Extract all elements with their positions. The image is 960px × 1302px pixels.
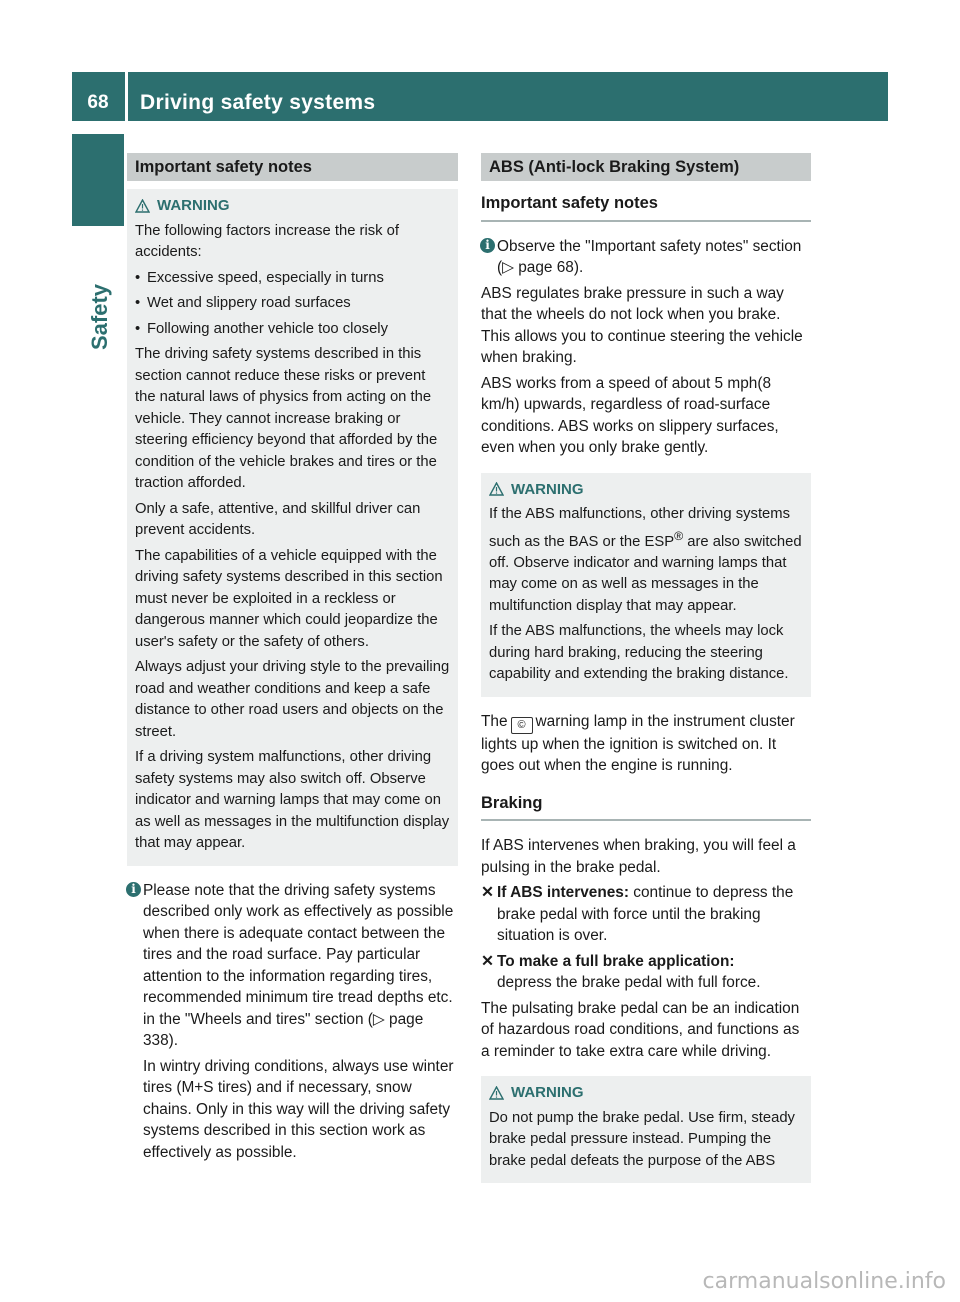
warning-title: WARNING bbox=[489, 1082, 803, 1104]
watermark: carmanualsonline.info bbox=[702, 1269, 946, 1294]
instruction-step: ✕ If ABS intervenes: continue to depress the brake pedal with force until the braking situation is over. bbox=[481, 884, 794, 945]
warning-title: WARNING bbox=[135, 195, 450, 217]
warning-title: WARNING bbox=[489, 479, 803, 501]
info-paragraph: Observe the "Important safety notes" section (▷ page 68). bbox=[497, 237, 802, 276]
warning-paragraph: If a driving system malfunctions, other driving safety systems may also switch off. Observe indicator and warning lamps that may come on as well as messages in the multifunction display that may appear. bbox=[135, 749, 450, 851]
right-column bbox=[481, 153, 811, 1197]
body-paragraph: ABS works from a speed of about 5 mph(8 km/h) upwards, regardless of road-surface conditions. ABS works on slippery surfaces, even when you only brake gently. bbox=[481, 374, 779, 456]
warning-box bbox=[481, 1076, 811, 1183]
instruction-step: ✕ To make a full brake application: depress the brake pedal with full force. bbox=[481, 952, 761, 992]
warning-box bbox=[481, 473, 811, 697]
warning-intro: The following factors increase the risk of accidents: bbox=[135, 222, 399, 260]
subheading: Important safety notes bbox=[481, 189, 811, 222]
warning-bullet: • Wet and slippery road surfaces bbox=[135, 293, 450, 315]
section-heading: Important safety notes bbox=[127, 153, 458, 181]
body-paragraph: The pulsating brake pedal can be an indication of hazardous road conditions, and functions as a reminder to take extra care while driving. bbox=[481, 999, 800, 1060]
body-paragraph: The © warning lamp in the instrument cluster lights up when the ignition is switched on. It goes out when the engine is running. bbox=[481, 712, 795, 775]
warning-paragraph: If the ABS malfunctions, the wheels may lock during hard braking, reducing the steering capability and extending the braking distance. bbox=[489, 623, 789, 683]
info-icon: i bbox=[480, 238, 495, 253]
warning-paragraph: Always adjust your driving style to the prevailing road and weather conditions and keep a safe distance to other road users and objects on the street. bbox=[135, 659, 450, 740]
warning-paragraph: If the ABS malfunctions, other driving systems such as the BAS or the ESP® are also switched off. Observe indicator and warning lamps that may come on as well as messages in the multifunction display that may appear. bbox=[489, 506, 802, 614]
info-note bbox=[127, 880, 458, 1164]
page-header bbox=[72, 72, 888, 121]
info-note bbox=[481, 236, 811, 279]
body-paragraph: If ABS intervenes when braking, you will feel a pulsing in the brake pedal. bbox=[481, 837, 796, 876]
subheading: Braking bbox=[481, 789, 811, 822]
warning-paragraph: The driving safety systems described in this section cannot reduce these risks or prevent the natural laws of physics from acting on the vehicle. They cannot increase braking or steering efficiency beyond that afforded by the condition of the vehicle brakes and tires or the traction afforded. bbox=[135, 346, 438, 491]
warning-bullet: • Excessive speed, especially in turns bbox=[135, 268, 450, 290]
warning-triangle-icon bbox=[135, 199, 150, 213]
section-heading: ABS (Anti-lock Braking System) bbox=[481, 153, 811, 181]
warning-box bbox=[127, 189, 458, 866]
warning-triangle-icon bbox=[489, 482, 504, 496]
side-label: Safety bbox=[87, 283, 112, 350]
warning-triangle-icon bbox=[489, 1086, 504, 1100]
left-column bbox=[127, 153, 458, 1167]
abs-warning-lamp-icon: © bbox=[511, 717, 533, 734]
page-number: 68 bbox=[87, 92, 109, 113]
header-separator bbox=[125, 72, 128, 121]
info-paragraph: In wintry driving conditions, always use winter tires (M+S tires) and if necessary, snow chains. Only in this way will the driving safety systems described in this section work as effectively as possible. bbox=[143, 1057, 454, 1161]
section-tab bbox=[72, 134, 124, 226]
warning-bullet: • Following another vehicle too closely bbox=[135, 319, 450, 341]
info-paragraph: Please note that the driving safety systems described only work as effectively as possible when there is adequate contact between the tires and the road surface. Pay particular attention to the information regarding tires, recommended minimum tire tread depths etc. in the "Wheels and tires" section (▷ page 338). bbox=[143, 881, 454, 1049]
page-title: Driving safety systems bbox=[140, 91, 376, 114]
step-marker-icon: ✕ bbox=[481, 952, 494, 970]
warning-paragraph: Only a safe, attentive, and skillful driver can prevent accidents. bbox=[135, 500, 421, 538]
info-icon: i bbox=[126, 882, 141, 897]
step-marker-icon: ✕ bbox=[481, 884, 494, 902]
body-paragraph: ABS regulates brake pressure in such a way that the wheels do not lock when you brake. This allows you to continue steering the vehicle when braking. bbox=[481, 284, 803, 366]
warning-paragraph: The capabilities of a vehicle equipped with the driving safety systems described in this section must never be exploited in a reckless or dangerous manner which could jeopardize the user's safety or the safety of others. bbox=[135, 547, 443, 650]
warning-paragraph: Do not pump the brake pedal. Use firm, steady brake pedal pressure instead. Pumping the brake pedal defeats the purpose of the ABS bbox=[489, 1109, 795, 1169]
